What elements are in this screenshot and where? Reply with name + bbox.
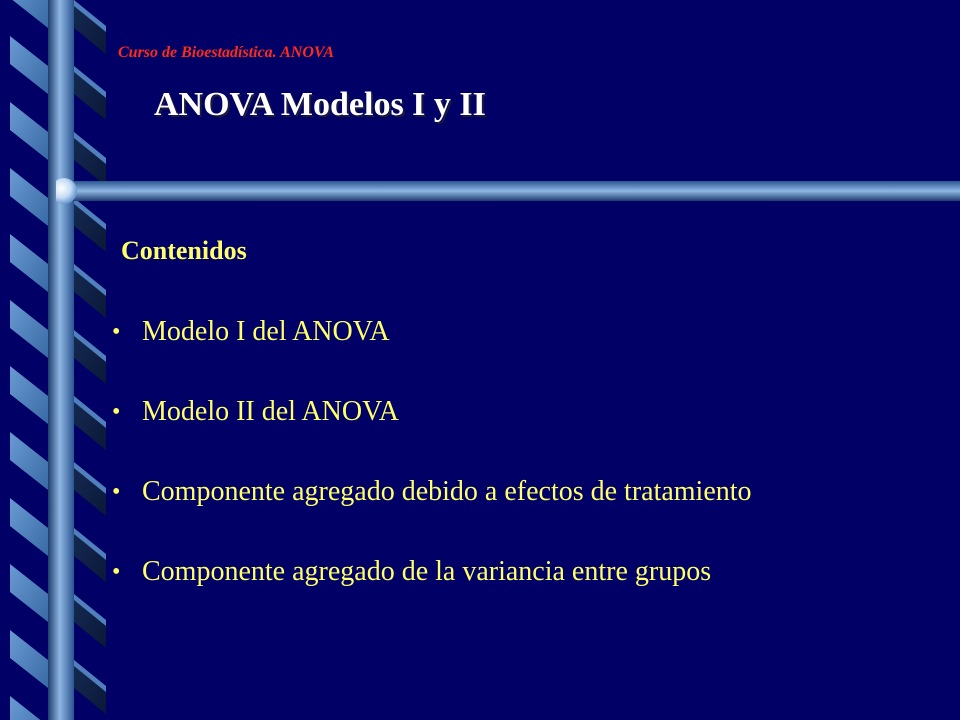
ribbon-segment xyxy=(10,498,48,556)
list-item xyxy=(112,470,752,550)
ribbon-segment xyxy=(10,102,48,160)
bullet-icon: • xyxy=(112,479,121,505)
list-item xyxy=(112,310,752,390)
list-item-text: Modelo II del ANOVA xyxy=(142,396,399,427)
list-item xyxy=(112,390,752,470)
list-item-text: Componente agregado de la variancia entre grupos xyxy=(142,556,712,587)
list-item-text: Componente agregado debido a efectos de tratamiento xyxy=(142,476,752,507)
ribbon-segment xyxy=(10,564,48,622)
course-label: Curso de Bioestadística. ANOVA xyxy=(118,44,335,61)
ribbon-segment xyxy=(10,366,48,424)
section-heading: Contenidos xyxy=(121,236,247,265)
ribbon-segment xyxy=(10,630,48,688)
ribbon-segment xyxy=(10,0,48,28)
ribbon-segment xyxy=(10,432,48,490)
left-ribbon-decoration xyxy=(0,0,110,720)
ribbon-segment xyxy=(10,36,48,94)
contents-list xyxy=(112,310,752,630)
slide-title: ANOVA Modelos I y II xyxy=(154,86,486,123)
ribbon-segment xyxy=(10,234,48,292)
bullet-icon: • xyxy=(112,559,121,585)
bullet-icon: • xyxy=(112,319,121,345)
horizontal-divider-bar xyxy=(56,178,960,204)
list-item-text: Modelo I del ANOVA xyxy=(142,316,390,347)
ribbon-segment xyxy=(10,696,48,720)
bullet-icon: • xyxy=(112,399,121,425)
list-item xyxy=(112,550,752,630)
ribbon-segment xyxy=(10,300,48,358)
ribbon-segment xyxy=(10,168,48,226)
